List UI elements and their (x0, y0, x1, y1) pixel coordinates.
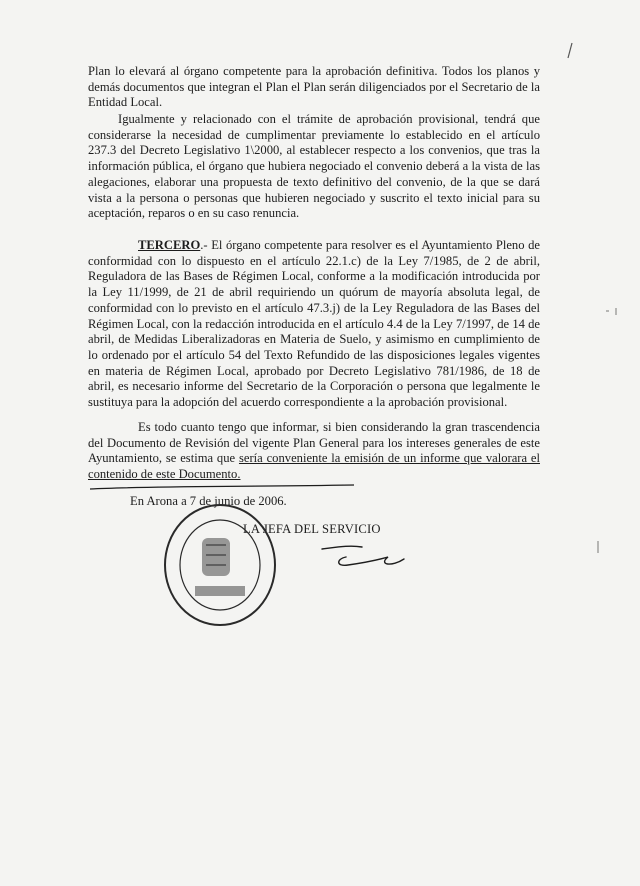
tercero-heading: TERCERO (138, 238, 201, 252)
handwritten-signature (318, 535, 408, 575)
margin-mark (566, 42, 574, 60)
margin-mark (596, 540, 600, 554)
place-date: En Arona a 7 de junio de 2006. (130, 494, 287, 508)
paragraph-conclusion-text: Es todo cuanto tengo que informar, si bien considerando la gran trascendencia del Documento de Revisión del vigente Plan General para los intereses generales de este Ayuntamiento, se estima que (88, 420, 540, 466)
handwritten-underline (88, 483, 356, 493)
paragraph-tercero-text: .- El órgano competente para resolver es el Ayuntamiento Pleno de conformidad con lo dispuesto en el artículo 22.1.c) de la Ley 7/1985, de 2 de abril, Reguladora de las Bases de Régimen Local, conforme a la modificación introducida por la Ley 11/1999, de 21 de abril requiriendo un quórum de mayoría absoluta legal, de conformidad con lo previsto en el artículo 47.3.j) de la Ley Reguladora de las Bases del Régimen Local, con la redacción introducida en el artículo 4.4 de la Ley 7/1997, de 14 de abril, de Medidas Liberalizadoras en Materia de Suelo, y asimismo en cumplimiento de lo ordenado por el artículo 54 del Texto Refundido de las disposiciones legales vigentes en materia de Régimen Local, aprobado por Decreto Legislativo 781/1986, de 18 de abril, es necesario informe del Secretario de la Corporación o persona que legalmente le sustituya para la adopción del acuerdo correspondiente a la aprobación provisional. (88, 238, 540, 410)
paragraph-intro (88, 64, 540, 111)
paragraph-conclusion (88, 420, 540, 483)
margin-mark (604, 305, 624, 317)
paragraph-tercero (88, 238, 540, 411)
paragraph-intro-text: Plan lo elevará al órgano competente para la aprobación definitiva. Todos los planos y demás documentos que integran el Plan el Plan serán diligenciados por el Secretario de la Entidad Local. (88, 64, 540, 110)
signer-title: LA JEFA DEL SERVICIO (243, 522, 381, 536)
coat-of-arms-icon (202, 538, 230, 576)
paragraph-convenios-text: Igualmente y relacionado con el trámite de aprobación provisional, tendrá que considerarse la necesidad de cumplimentar previamente lo establecido en el artículo 237.3 del Decreto Legislativo 1\2000, al establecer respecto a los convenios, que tras la información pública, el órgano que hubiera negociado el convenio deberá a la vista de las alegaciones, elaborar una propuesta de texto definitivo del convenio, de la que se dará vista a la persona o personas que hubieren negociado y suscrito el texto inicial para su aceptación, reparos o en su caso renuncia. (88, 112, 540, 221)
paragraph-conclusion-underlined: sería conveniente la emisión de un informe que valorara el contenido de este Documento. (88, 451, 540, 482)
paragraph-convenios (88, 112, 540, 222)
municipal-stamp (160, 500, 280, 630)
